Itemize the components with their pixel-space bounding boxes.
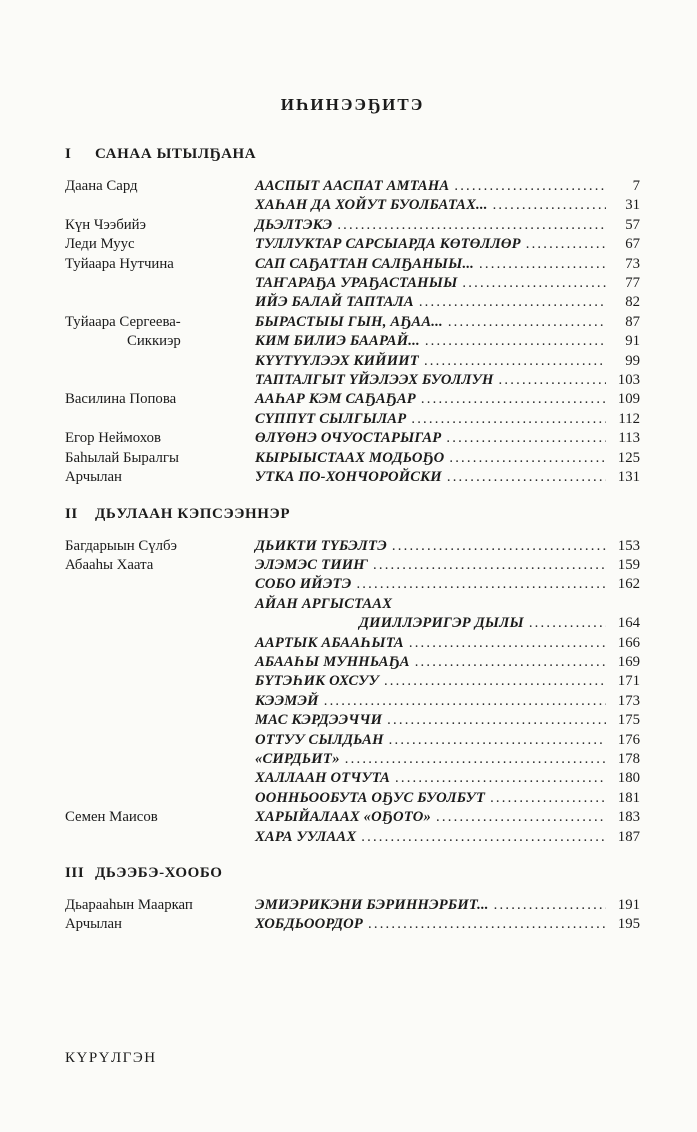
- section-entries: [65, 896, 640, 935]
- section-heading: [65, 505, 640, 524]
- entry-page-number: 176: [617, 731, 640, 748]
- toc-entry-row: [65, 177, 640, 196]
- dot-leader: [479, 255, 606, 274]
- dot-leader: [392, 537, 606, 556]
- entry-author: Даана Сард: [65, 178, 138, 194]
- toc-entry-row: [65, 896, 640, 915]
- toc-entry-row: [65, 235, 640, 254]
- entry-author: Туйаара Нутчина: [65, 255, 174, 272]
- dot-leader: [454, 177, 606, 196]
- entry-title: КЫРЫЫСТААХ МОДЬОҔО: [255, 449, 445, 466]
- entry-page-number: 99: [625, 352, 640, 369]
- toc-entry-row: [65, 371, 640, 390]
- entry-title: МАС КЭРДЭЭЧЧИ: [255, 712, 383, 729]
- dot-leader: [411, 410, 606, 429]
- entry-page-number: 187: [617, 828, 640, 845]
- toc-entry-row: [65, 614, 640, 633]
- entry-author: Дьарааһын Мааркап: [65, 897, 193, 913]
- dot-leader: [345, 750, 606, 769]
- dot-leader: [493, 196, 606, 215]
- toc-entry-row: [65, 196, 640, 215]
- entry-title: УТКА ПО-ХОНЧОРОЙСКИ: [255, 469, 442, 486]
- entry-page-number: 67: [625, 236, 640, 253]
- dot-leader: [373, 556, 606, 575]
- section-numeral: III: [65, 865, 85, 881]
- dot-leader: [529, 614, 606, 633]
- entry-page-number: 125: [617, 449, 640, 466]
- section-numeral: II: [65, 505, 78, 522]
- entry-title: БЫРАСТЫЫ ГЫН, АҔАА...: [255, 313, 443, 330]
- entry-page-number: 109: [617, 391, 640, 408]
- dot-leader: [361, 828, 606, 847]
- dot-leader: [324, 692, 606, 711]
- entry-author: Арчылан: [65, 916, 122, 933]
- dot-leader: [436, 808, 606, 827]
- dot-leader: [446, 429, 606, 448]
- dot-leader: [448, 313, 606, 332]
- section-heading-text: ДЬЭЭБЭ-ХООБО: [95, 865, 223, 881]
- toc-entry-row: [65, 750, 640, 769]
- entry-title: АЙАН АРГЫСТААХ: [255, 595, 393, 612]
- entry-page-number: 31: [625, 197, 640, 214]
- entry-author: Баһылай Быралгы: [65, 449, 179, 466]
- dot-leader: [409, 634, 606, 653]
- dot-leader: [526, 235, 606, 254]
- toc-section: [65, 505, 640, 848]
- toc-section: [65, 145, 640, 488]
- dot-leader: [337, 216, 606, 235]
- entry-title: ХАРА УУЛААХ: [255, 828, 357, 845]
- dot-leader: [499, 371, 606, 390]
- entry-page-number: 169: [617, 653, 640, 670]
- toc-entry-row: [65, 653, 640, 672]
- entry-page-number: 164: [617, 615, 640, 632]
- entry-title: ДЬИКТИ ТҮБЭЛТЭ: [255, 537, 387, 554]
- entry-title: ААРТЫК АБААҺЫТА: [255, 634, 404, 651]
- entry-page-number: 173: [617, 692, 640, 709]
- entry-page-number: 77: [625, 275, 640, 292]
- toc-entry-row: [65, 468, 640, 487]
- dot-leader: [462, 274, 606, 293]
- entry-page-number: 131: [617, 469, 640, 486]
- entry-title: ДЬЭЛТЭКЭ: [255, 216, 333, 233]
- toc-entry-row: [65, 789, 640, 808]
- entry-page-number: 191: [617, 897, 640, 913]
- toc-entry-row: [65, 293, 640, 312]
- dot-leader: [490, 789, 606, 808]
- journal-name: КҮРҮЛГЭН: [65, 1050, 157, 1066]
- toc-entry-row: [65, 595, 640, 614]
- dot-leader: [419, 293, 606, 312]
- entry-title: КҮҮТҮҮЛЭЭХ КИЙИИТ: [255, 352, 419, 369]
- toc-entry-row: [65, 537, 640, 556]
- dot-leader: [356, 575, 606, 594]
- entry-author: Леди Муус: [65, 236, 135, 253]
- dot-leader: [424, 352, 606, 371]
- entry-title: ЭЛЭМЭС ТИИҤ: [255, 556, 369, 573]
- page-title: ИҺИНЭЭҔИТЭ: [280, 95, 425, 114]
- section-heading: [65, 864, 640, 883]
- entry-page-number: 91: [625, 333, 640, 350]
- entry-title: ӨЛҮӨНЭ ОЧУОСТАРЫГАР: [255, 430, 442, 447]
- entry-page-number: 162: [617, 576, 640, 593]
- section-heading-text: ДЬУЛААН КЭПСЭЭННЭР: [95, 505, 291, 522]
- entry-title: ЭМИЭРИКЭНИ БЭРИННЭРБИТ...: [255, 897, 489, 913]
- entry-author: Туйаара Сергеева-: [65, 313, 181, 330]
- entry-page-number: 171: [617, 673, 640, 690]
- toc-entry-row: [65, 915, 640, 934]
- entry-title: ААҺАР КЭМ САҔАҔАР: [255, 391, 416, 408]
- toc-entry-row: [65, 769, 640, 788]
- toc-entry-row: [65, 711, 640, 730]
- entry-title: ТАПТАЛГЫТ ҮЙЭЛЭЭХ БУОЛЛУН: [255, 372, 494, 389]
- entry-title: ХОБДЬООРДОР: [255, 916, 364, 933]
- toc-entry-row: [65, 410, 640, 429]
- entry-page-number: 166: [617, 634, 640, 651]
- entry-author: Арчылан: [65, 469, 122, 486]
- dot-leader: [421, 390, 606, 409]
- entry-title: ХАҺАН ДА ХОЙУТ БУОЛБАТАХ...: [255, 197, 488, 214]
- section-entries: [65, 177, 640, 488]
- toc-entry-row: [65, 352, 640, 371]
- dot-leader: [395, 769, 606, 788]
- entry-page-number: 183: [617, 809, 640, 826]
- entry-title: ТУЛЛУКТАР САРСЫАРДА КӨТӨЛЛӨР: [255, 236, 521, 253]
- entry-author: Сиккиэр: [127, 333, 181, 350]
- dot-leader: [494, 896, 606, 915]
- entry-title: ХАРЫЙАЛААХ «ОҔОТО»: [255, 809, 432, 826]
- entry-title: «СИРДЬИТ»: [255, 750, 340, 767]
- toc-sections: [65, 145, 640, 935]
- entry-title: САП САҔАТТАН САЛҔАНЫЫ...: [255, 255, 475, 272]
- entry-title: ООННЬООБУТА ОҔУС БУОЛБУТ: [255, 789, 486, 806]
- entry-title: ХАЛЛААН ОТЧУТА: [255, 770, 391, 787]
- toc-entry-row: [65, 332, 640, 351]
- entry-page-number: 103: [617, 372, 640, 389]
- section-heading-text: САНАА ЫТЫЛҔАНА: [95, 146, 257, 162]
- toc-entry-row: [65, 556, 640, 575]
- section-heading: [65, 145, 640, 164]
- toc-entry-row: [65, 429, 640, 448]
- entry-title: СҮППҮТ СЫЛГЫЛАР: [255, 410, 407, 427]
- entry-page-number: 181: [617, 789, 640, 806]
- dot-leader: [449, 449, 606, 468]
- toc-entry-row: [65, 390, 640, 409]
- entry-title: СОБО ИЙЭТЭ: [255, 576, 352, 593]
- toc-entry-row: [65, 575, 640, 594]
- entry-author: Абааһы Хаата: [65, 556, 154, 573]
- dot-leader: [415, 653, 606, 672]
- toc-entry-row: [65, 216, 640, 235]
- entry-page-number: 112: [618, 410, 640, 427]
- entry-title: ОТТУУ СЫЛДЬАН: [255, 731, 384, 748]
- entry-title: ААСПЫТ ААСПАТ АМТАНА: [255, 178, 450, 194]
- entry-page-number: 195: [617, 916, 640, 933]
- entry-title: ТАҤАРАҔА УРАҔАСТАНЫЫ: [255, 275, 458, 292]
- entry-page-number: 159: [617, 556, 640, 573]
- entry-page-number: 7: [632, 178, 640, 194]
- dot-leader: [368, 915, 606, 934]
- entry-author: Василина Попова: [65, 391, 177, 408]
- entry-title: БҮТЭҺИК ОХСУУ: [255, 673, 379, 690]
- entry-title: КЭЭМЭЙ: [255, 692, 319, 709]
- dot-leader: [387, 711, 606, 730]
- dot-leader: [384, 672, 606, 691]
- toc-entry-row: [65, 274, 640, 293]
- section-numeral: I: [65, 146, 72, 162]
- entry-author: Күн Чээбийэ: [65, 216, 146, 233]
- entry-page-number: 87: [625, 313, 640, 330]
- entry-page-number: 178: [617, 750, 640, 767]
- toc-entry-row: [65, 828, 640, 847]
- entry-title: АБААҺЫ МУННЬАҔА: [255, 653, 410, 670]
- entry-author: Семен Маисов: [65, 809, 158, 826]
- entry-page-number: 180: [617, 770, 640, 787]
- entry-page-number: 175: [617, 712, 640, 729]
- entry-page-number: 57: [625, 216, 640, 233]
- toc-entry-row: [65, 672, 640, 691]
- entry-page-number: 153: [617, 537, 640, 554]
- dot-leader: [389, 731, 606, 750]
- entry-page-number: 113: [618, 430, 640, 447]
- toc-entry-row: [65, 731, 640, 750]
- toc-entry-row: [65, 255, 640, 274]
- entry-page-number: 73: [625, 255, 640, 272]
- entry-author: Багдарыын Сүлбэ: [65, 537, 177, 554]
- entry-author: Егор Неймохов: [65, 430, 162, 447]
- toc-section: [65, 864, 640, 935]
- entry-page-number: 82: [625, 294, 640, 311]
- entry-title: ИЙЭ БАЛАЙ ТАПТАЛА: [255, 294, 414, 311]
- entry-title: КИМ БИЛИЭ БААРАЙ...: [255, 333, 420, 350]
- toc-entry-row: [65, 634, 640, 653]
- toc-entry-row: [65, 808, 640, 827]
- dot-leader: [447, 468, 606, 487]
- toc-entry-row: [65, 449, 640, 468]
- section-entries: [65, 537, 640, 848]
- toc-entry-row: [65, 313, 640, 332]
- entry-title: ДИИЛЛЭРИГЭР ДЫЛЫ: [359, 615, 524, 632]
- toc-entry-row: [65, 692, 640, 711]
- dot-leader: [425, 332, 606, 351]
